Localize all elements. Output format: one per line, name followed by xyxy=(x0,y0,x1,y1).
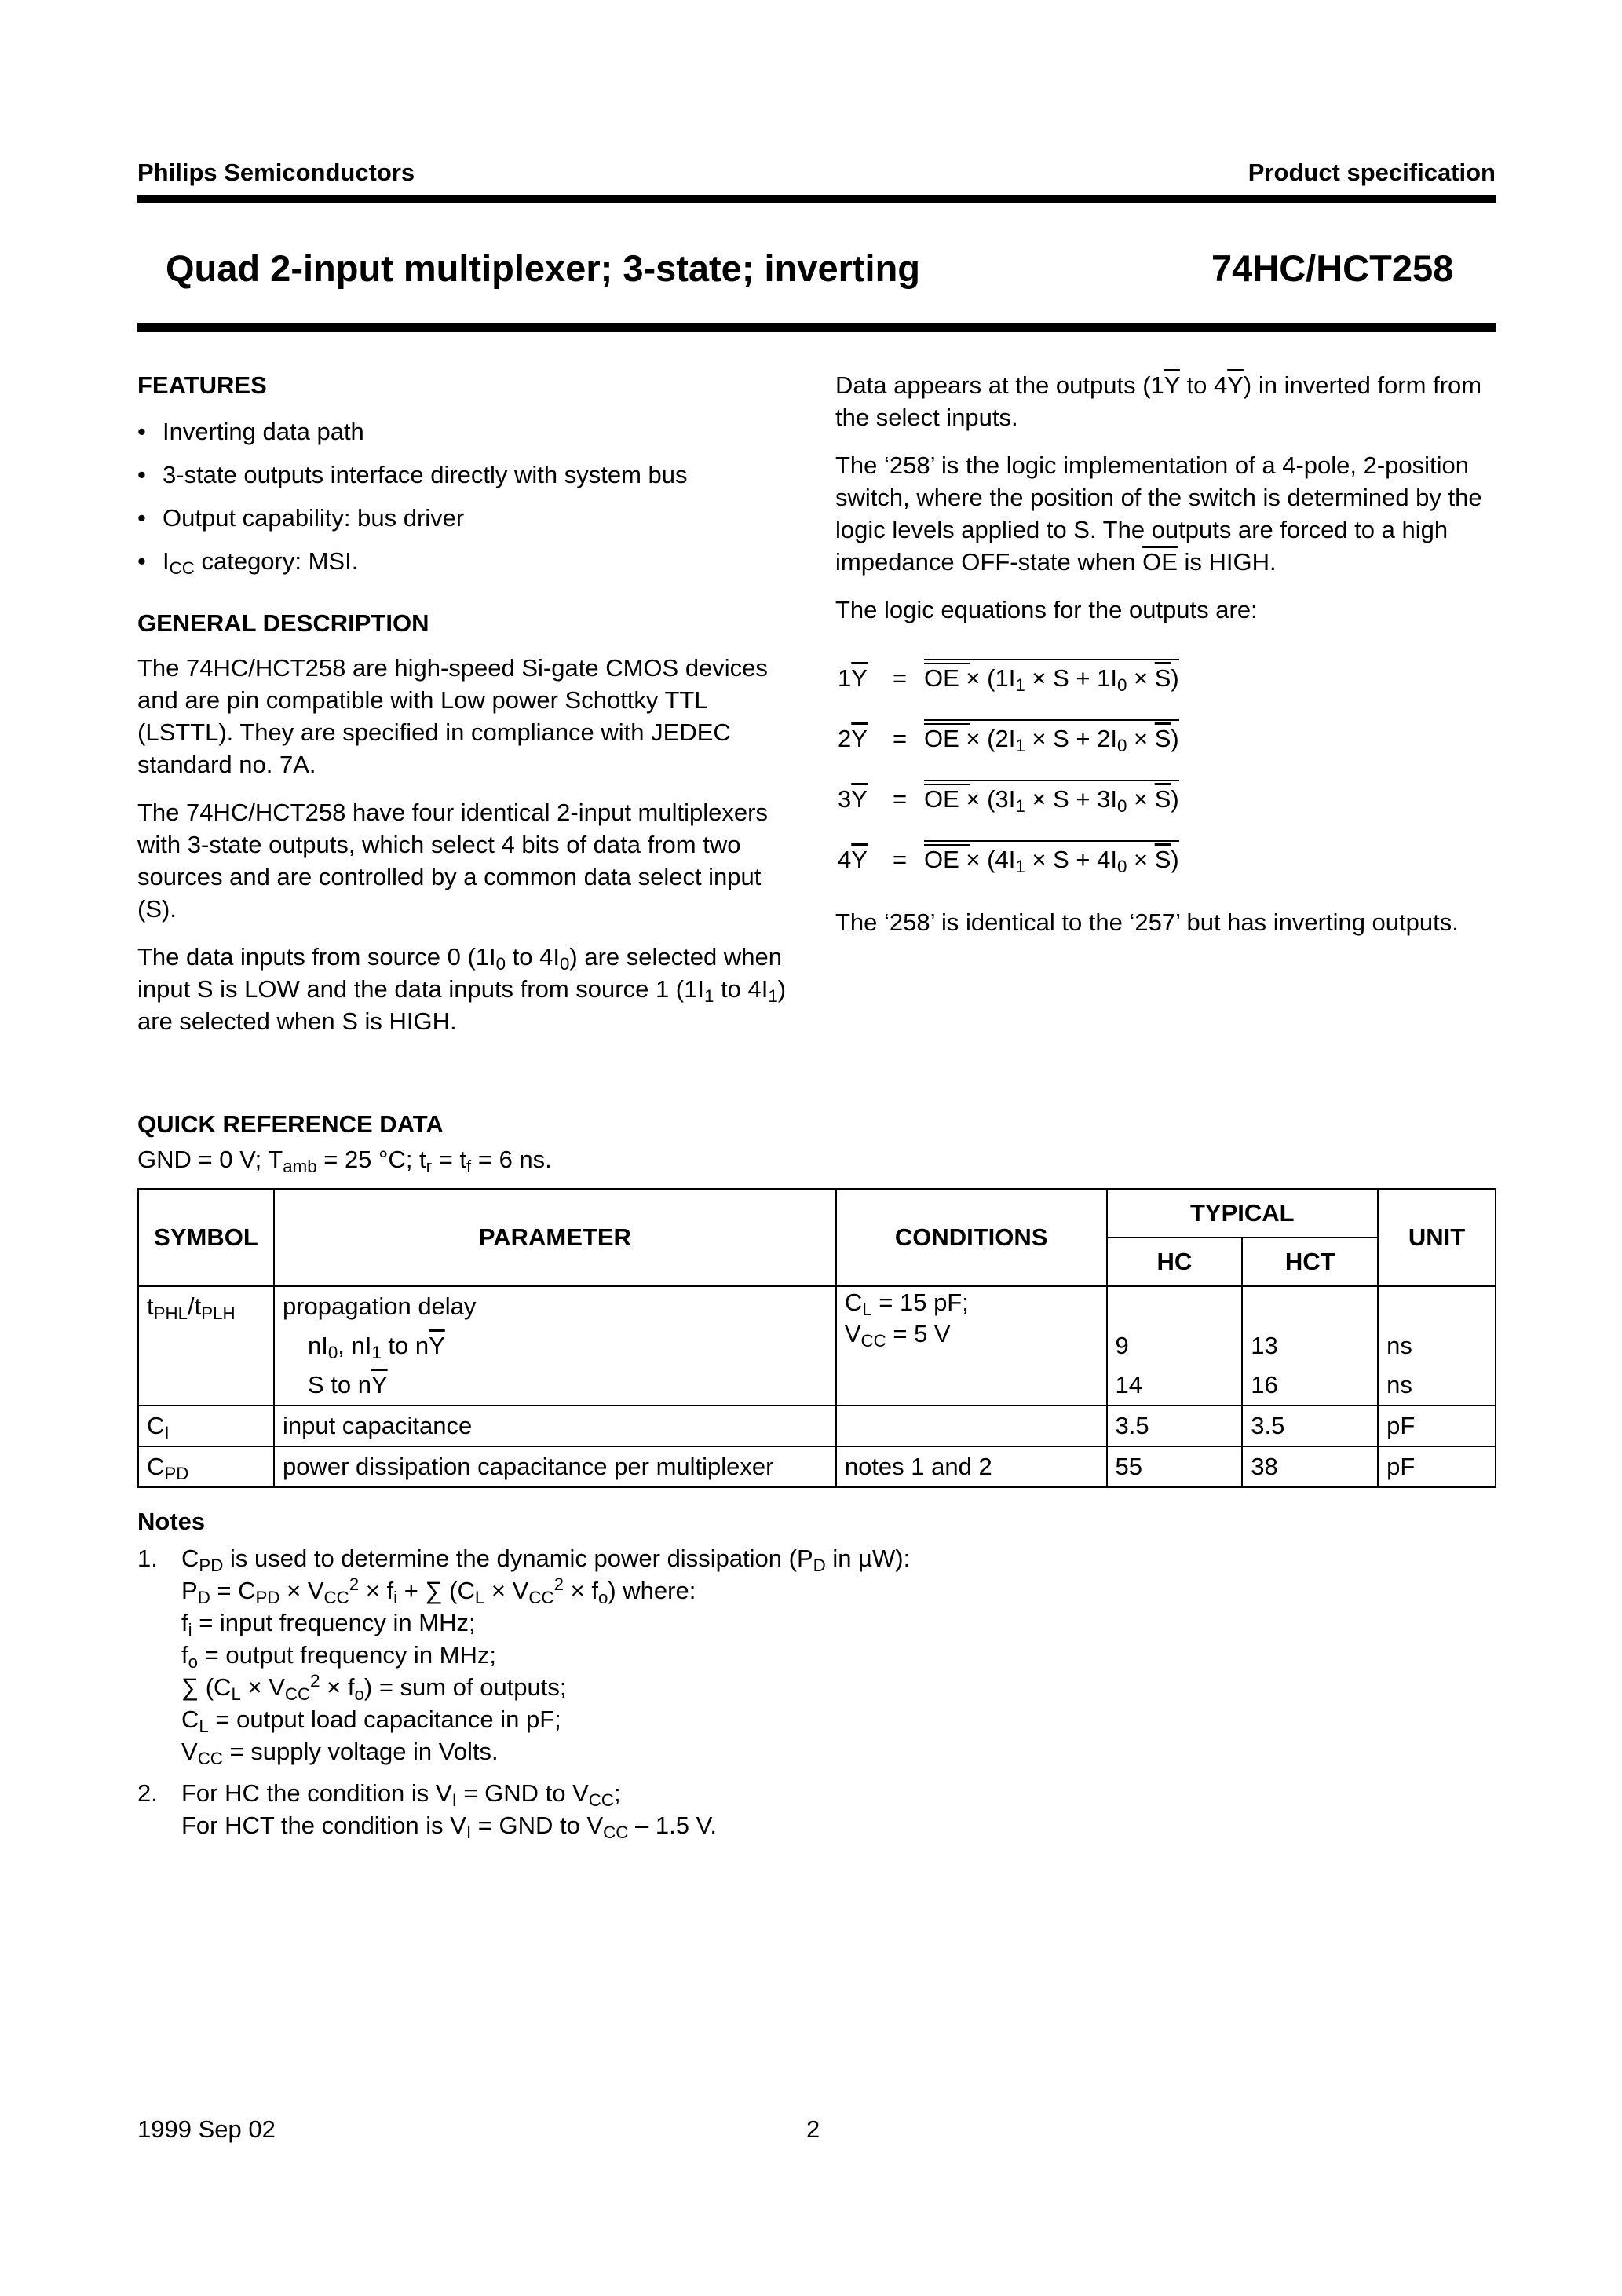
unit-cell: ns xyxy=(1378,1366,1496,1406)
column-header-hct: HCT xyxy=(1242,1238,1378,1286)
notes-section xyxy=(137,1505,910,1851)
header-rule-bottom xyxy=(137,323,1496,332)
parameter-cell: input capacitance xyxy=(274,1406,836,1446)
note-1: 1. $C_{PD}$ is used to determine the dynamic power dissipation ($P_D$ in µW): $P_D = C_{PD} \times V_{CC}^2 \times f_i$ + ∑ $(C_L \times V_{CC}^2 \times f_o)$ where: $f_i$ = input frequency in MHz; $f_o$ = output frequency in MHz; ∑ $(C_L \times V_{CC}^2 \times f_o)$ = sum of outputs; $C_L$ = output load capacitance in pF; $V_{CC}$ = supply voltage in Volts. xyxy=(137,1545,911,1769)
page-title: Quad 2-input multiplexer; 3-state; inverting xyxy=(166,247,920,289)
hct-value-cell: 3.5 xyxy=(1242,1406,1378,1446)
notes-heading: Notes xyxy=(137,1508,206,1535)
parameter-cell: S to $n\overline{Y}$ xyxy=(274,1366,836,1406)
equations-intro: The logic equations for the outputs are: xyxy=(835,596,1258,623)
implementation-paragraph: The ‘258’ is the logic implementation of a 4-pole, 2-position switch, where the position of the switch is determined by the logic levels applied to S. The outputs are forced to a high impedance OFF-state when $\overline{OE}$ is HIGH. xyxy=(835,452,1482,576)
hc-value-cell: 3.5 xyxy=(1107,1406,1243,1446)
hct-value-cell: 16 xyxy=(1242,1366,1378,1406)
hct-value-cell: 38 xyxy=(1242,1446,1378,1487)
unit-cell: pF xyxy=(1378,1446,1496,1487)
general-description-heading: GENERAL DESCRIPTION xyxy=(137,609,429,637)
column-header-conditions: CONDITIONS xyxy=(836,1189,1107,1286)
outputs-paragraph: Data appears at the outputs ($1\overline{Y}$ to $4\overline{Y}$) in inverted form from the select inputs. xyxy=(835,371,1482,431)
description-paragraph-2: The 74HC/HCT258 have four identical 2-input multiplexers with 3-state outputs, which select 4 bits of data from two sources and are controlled by a common data select input (S). xyxy=(137,799,768,923)
logic-equation-3: $3\overline{Y}$ = OE × $(3I_1 \times S + 3I_0 \times \overline{S})$ xyxy=(838,785,1179,813)
conditions-cell: notes 1 and 2 xyxy=(836,1446,1107,1487)
logic-equation-4: $4\overline{Y}$ = OE × $(4I_1 \times S + 4I_0 \times \overline{S})$ xyxy=(838,846,1179,874)
hc-value-cell: 9 xyxy=(1107,1326,1243,1366)
table-row xyxy=(138,1366,1496,1406)
table-row xyxy=(138,1446,1496,1487)
description-paragraph-3: The data inputs from source 0 ($1I_0$ to $4I_0$) are selected when input S is LOW and the data inputs from source 1 ($1I_1$ to $4I_1$) are selected when S is HIGH. xyxy=(137,943,787,1035)
symbol-cell: $C_I$ xyxy=(138,1406,274,1446)
hc-value-cell: 14 xyxy=(1107,1366,1243,1406)
conditions-cell: $C_L = 15$ pF; $V_{CC} = 5$ V xyxy=(836,1286,1107,1406)
quick-reference-heading: QUICK REFERENCE DATA xyxy=(137,1110,444,1138)
right-column xyxy=(835,369,1499,642)
page-number: 2 xyxy=(806,2115,820,2143)
identical-note: The ‘258’ is identical to the ‘257’ but has inverting outputs. xyxy=(835,909,1459,936)
hct-value-cell: 13 xyxy=(1242,1326,1378,1366)
symbol-cell: $C_{PD}$ xyxy=(138,1446,274,1487)
column-header-typical: TYPICAL xyxy=(1107,1189,1379,1238)
part-number: 74HC/HCT258 xyxy=(1211,247,1454,289)
left-column xyxy=(137,369,797,1053)
conditions-cell xyxy=(836,1406,1107,1446)
parameter-cell: propagation delay xyxy=(274,1286,836,1326)
feature-item: • $I_{CC}$ category: MSI. xyxy=(137,547,359,579)
quick-reference-table xyxy=(137,1188,1496,1488)
description-paragraph-1: The 74HC/HCT258 are high-speed Si-gate CMOS devices and are pin compatible with Low power Schottky TTL (LSTTL). They are specified in compliance with JEDEC standard no. 7A. xyxy=(137,654,768,778)
column-header-parameter: PARAMETER xyxy=(274,1189,836,1286)
logic-equation-1: $1\overline{Y}$ = OE × $(1I_1 \times S + 1I_0 \times \overline{S})$ xyxy=(838,664,1179,693)
table-row xyxy=(138,1406,1496,1446)
logic-equation-2: $2\overline{Y}$ = OE × $(2I_1 \times S + 2I_0 \times \overline{S})$ xyxy=(838,725,1179,753)
table-row xyxy=(138,1326,1496,1366)
column-header-hc: HC xyxy=(1107,1238,1243,1286)
feature-item: • Inverting data path xyxy=(137,418,364,445)
company-name: Philips Semiconductors xyxy=(137,159,415,186)
unit-cell: pF xyxy=(1378,1406,1496,1446)
note-2: 2. For HC the condition is $V_I$ = GND to $V_{CC}$; For HCT the condition is $V_I$ = GND to $V_{CC} - 1.5$ V. xyxy=(137,1779,718,1843)
feature-item: • Output capability: bus driver xyxy=(137,504,465,532)
features-heading: FEATURES xyxy=(137,371,267,399)
footer-date: 1999 Sep 02 xyxy=(137,2115,276,2143)
feature-item: • 3-state outputs interface directly with system bus xyxy=(137,461,688,488)
table-row xyxy=(138,1286,1496,1326)
document-type: Product specification xyxy=(1248,159,1496,186)
symbol-cell: $t_{PHL}/t_{PLH}$ xyxy=(138,1286,274,1326)
unit-cell: ns xyxy=(1378,1326,1496,1366)
quick-reference-conditions: GND = 0 V; $T_{amb} = 25$ °C; $t_r = t_f = 6$ ns. xyxy=(137,1146,552,1177)
parameter-cell: power dissipation capacitance per multiplexer xyxy=(274,1446,836,1487)
column-header-unit: UNIT xyxy=(1378,1189,1496,1286)
hc-value-cell: 55 xyxy=(1107,1446,1243,1487)
parameter-cell: $nI_0$, $nI_1$ to $n\overline{Y}$ xyxy=(274,1326,836,1366)
column-header-symbol: SYMBOL xyxy=(138,1189,274,1286)
header-rule-top xyxy=(137,195,1496,203)
